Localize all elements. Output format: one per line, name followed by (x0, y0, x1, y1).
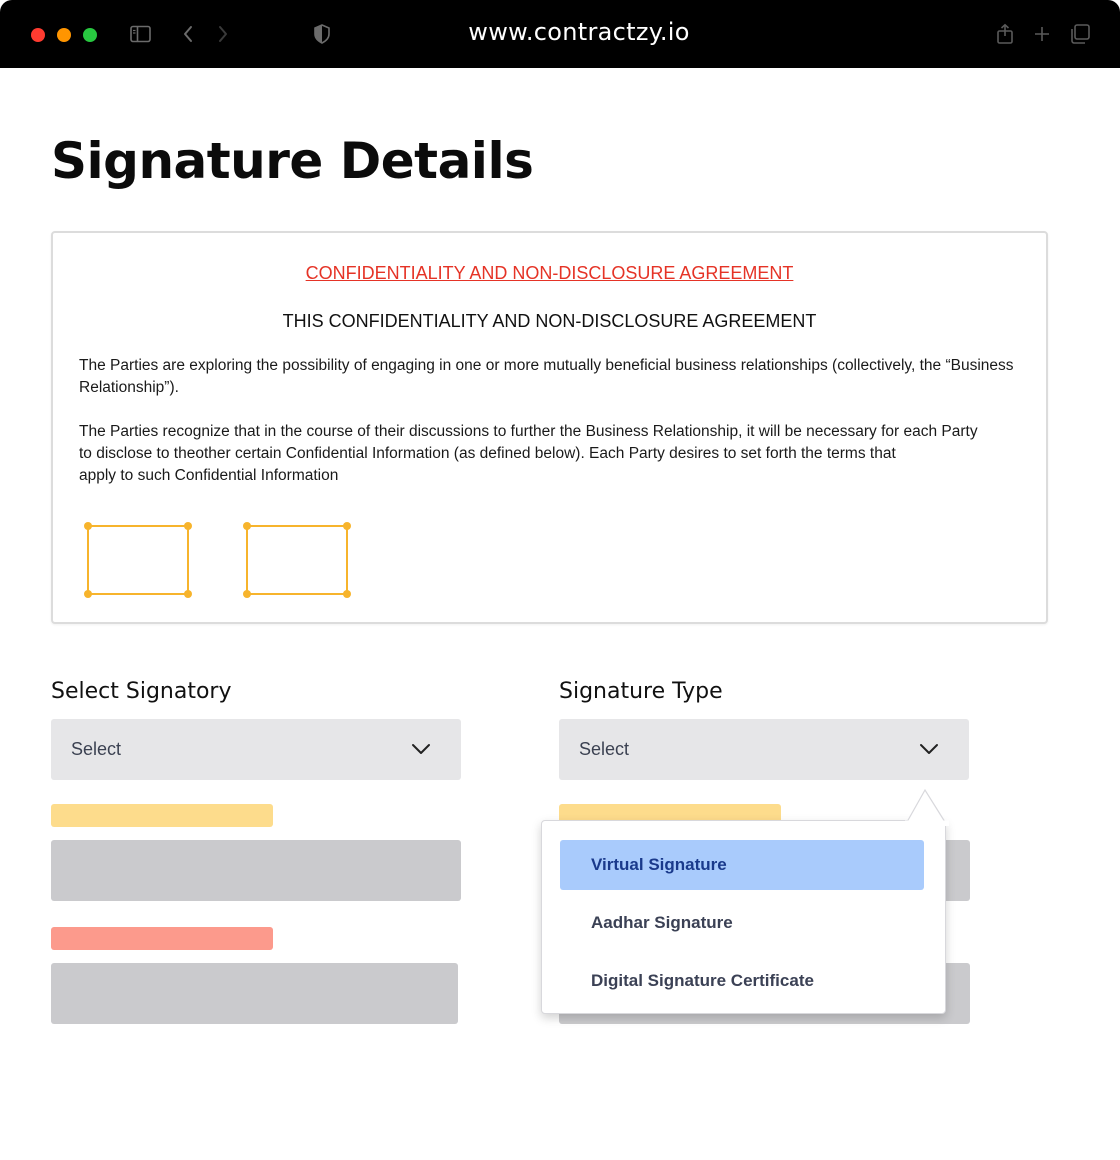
browser-toolbar (0, 0, 1120, 68)
placeholder-field (51, 963, 458, 1024)
resize-handle[interactable] (84, 590, 92, 598)
document-preview (51, 231, 1048, 624)
resize-handle[interactable] (243, 522, 251, 530)
option-virtual-signature[interactable]: Virtual Signature (560, 840, 924, 890)
placeholder-label-bar (51, 927, 273, 950)
signature-placeholder-2[interactable] (246, 525, 348, 595)
chevron-down-icon (919, 741, 939, 757)
signature-type-menu (541, 820, 946, 1014)
resize-handle[interactable] (84, 522, 92, 530)
signature-type-label: Signature Type (559, 679, 723, 704)
resize-handle[interactable] (184, 522, 192, 530)
address-bar[interactable]: www.contractzy.io (468, 18, 690, 46)
dropdown-pointer (905, 786, 949, 826)
paragraph-2-line-2: to disclose to theother certain Confidential Information (as defined below). Each Party desires to set forth the terms that (79, 445, 896, 462)
new-tab-icon[interactable] (1030, 22, 1054, 46)
placeholder-field (51, 840, 461, 901)
signature-type-value: Select (579, 739, 630, 759)
resize-handle[interactable] (343, 522, 351, 530)
document-paragraph-1: The Parties are exploring the possibility of engaging in one or more mutually beneficial business relationships (collectively, the “Business Relationship”). (79, 357, 1014, 396)
document-title: CONFIDENTIALITY AND NON-DISCLOSURE AGREEMENT (305, 263, 794, 283)
select-signatory-value: Select (71, 739, 122, 759)
chevron-down-icon (411, 741, 431, 757)
share-icon[interactable] (993, 22, 1017, 46)
signature-placeholder-1[interactable] (87, 525, 189, 595)
resize-handle[interactable] (184, 590, 192, 598)
placeholder-label-bar (51, 804, 273, 827)
paragraph-2-line-3: apply to such Confidential Information (79, 467, 339, 484)
paragraph-2-line-1: The Parties recognize that in the course of their discussions to further the Business Relationship, it will be necessary for each Party (79, 423, 978, 440)
tabs-icon[interactable] (1068, 22, 1092, 46)
page-title: Signature Details (51, 132, 534, 190)
resize-handle[interactable] (243, 590, 251, 598)
select-signatory-dropdown[interactable] (51, 719, 461, 780)
select-signatory-label: Select Signatory (51, 679, 232, 704)
signature-type-dropdown[interactable] (559, 719, 969, 780)
option-aadhar-signature[interactable]: Aadhar Signature (591, 913, 733, 932)
document-subtitle: THIS CONFIDENTIALITY AND NON-DISCLOSURE AGREEMENT (282, 311, 817, 331)
resize-handle[interactable] (343, 590, 351, 598)
document-paragraph-2 (79, 421, 1019, 487)
option-digital-signature-certificate[interactable]: Digital Signature Certificate (591, 971, 814, 990)
